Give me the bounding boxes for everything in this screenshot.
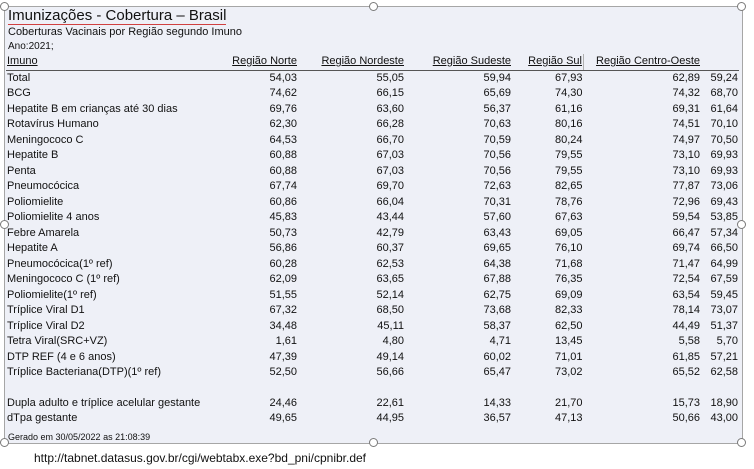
row-value: 74,32 — [672, 87, 700, 99]
row-label: Total — [7, 71, 31, 84]
row-value: 15,73 — [672, 396, 700, 409]
row-value: 57,60 — [483, 211, 511, 223]
row-value: 45,11 — [377, 319, 404, 332]
table-row — [6, 334, 739, 350]
row-value: 43,44 — [376, 211, 404, 223]
row-value: 67,32 — [269, 304, 297, 316]
row-value: 70,50 — [710, 133, 738, 146]
row-value: 67,93 — [554, 71, 583, 84]
row-value: 49,14 — [376, 350, 404, 363]
row-value: 62,89 — [672, 71, 700, 84]
row-value: 67,59 — [710, 273, 738, 285]
row-value: 52,14 — [376, 288, 404, 301]
row-label: Hepatite A — [7, 242, 58, 254]
row-value: 22,61 — [376, 396, 404, 409]
row-label: Poliomielite(1º ref) — [7, 288, 97, 301]
table-row — [6, 288, 739, 304]
resize-handle-bottom-right[interactable] — [737, 438, 746, 447]
row-value: 64,99 — [710, 257, 738, 270]
row-value: 63,60 — [376, 102, 404, 115]
row-value: 61,16 — [554, 102, 583, 115]
row-label: Hepatite B em crianças até 30 dias — [7, 102, 178, 115]
table-row — [6, 148, 739, 164]
row-value: 5,58 — [678, 335, 700, 347]
year-label: Ano:2021; — [8, 41, 54, 52]
row-value: 44,95 — [376, 411, 404, 424]
table-row — [6, 350, 739, 366]
row-value: 69,05 — [554, 226, 583, 239]
row-value: 66,50 — [710, 242, 738, 254]
row-label: Pneumocócica — [7, 180, 80, 192]
row-value: 60,88 — [269, 164, 297, 177]
column-header-sul: Região Sul — [512, 54, 584, 70]
row-value: 57,34 — [710, 226, 738, 239]
row-value: 67,63 — [554, 211, 583, 223]
row-value: 67,88 — [483, 273, 511, 285]
column-header-nordeste: Região Nordeste — [298, 54, 405, 70]
row-value: 60,02 — [483, 350, 511, 363]
table-row — [6, 164, 739, 180]
row-value: 52,50 — [269, 366, 297, 378]
source-url: http://tabnet.datasus.gov.br/cgi/webtabx.exe?bd_pni/cpnibr.def — [34, 451, 367, 465]
row-label: Penta — [7, 164, 36, 177]
row-value: 34,48 — [269, 319, 297, 332]
row-value: 74,62 — [269, 87, 297, 99]
table-header-row — [6, 54, 739, 70]
table-row — [6, 226, 739, 242]
row-value: 59,45 — [710, 288, 738, 301]
row-value: 62,58 — [710, 366, 738, 378]
row-value: 60,88 — [269, 149, 297, 161]
row-value: 13,45 — [554, 335, 583, 347]
table-row — [6, 86, 739, 102]
table-row — [6, 411, 739, 427]
row-value: 4,80 — [382, 335, 404, 347]
row-value: 58,37 — [483, 319, 511, 332]
row-value: 50,66 — [672, 411, 700, 424]
row-value: 55,05 — [376, 71, 404, 84]
table-row — [6, 70, 739, 86]
row-value: 71,68 — [554, 257, 583, 270]
row-value: 51,55 — [269, 288, 297, 301]
resize-handle-top-center[interactable] — [369, 2, 378, 11]
column-header-total — [701, 54, 739, 70]
row-value: 69,09 — [554, 288, 583, 301]
row-value: 72,63 — [483, 180, 511, 192]
column-header-imuno: Imuno — [6, 54, 221, 70]
row-value: 47,13 — [554, 411, 583, 424]
row-label: Febre Amarela — [7, 226, 80, 239]
row-value: 63,54 — [672, 288, 700, 301]
row-value: 59,24 — [710, 71, 738, 84]
row-label: Dupla adulto e tríplice acelular gestante — [7, 396, 201, 409]
row-value: 72,96 — [672, 195, 700, 208]
row-value: 80,16 — [554, 118, 583, 130]
row-value: 74,51 — [672, 118, 700, 130]
row-value: 49,65 — [269, 411, 297, 424]
row-value: 73,07 — [710, 304, 738, 316]
row-value: 82,65 — [554, 180, 583, 192]
row-value: 63,43 — [483, 226, 511, 239]
row-value: 47,39 — [269, 350, 297, 363]
row-value: 43,00 — [710, 411, 738, 424]
row-value: 69,93 — [710, 149, 738, 161]
row-value: 71,47 — [672, 257, 700, 270]
generated-timestamp: Gerado em 30/05/2022 as 21:08:39 — [8, 432, 151, 442]
table-row — [6, 272, 739, 288]
row-value: 56,37 — [483, 102, 511, 115]
row-value: 73,10 — [672, 149, 700, 161]
row-value: 65,47 — [483, 366, 511, 378]
row-value: 64,53 — [269, 133, 297, 146]
resize-handle-bottom-center[interactable] — [369, 438, 378, 447]
row-value: 59,54 — [672, 211, 700, 223]
row-label: Hepatite B — [7, 149, 59, 161]
row-label: Rotavírus Humano — [7, 118, 99, 130]
row-value: 69,93 — [710, 164, 738, 177]
row-label: Poliomielite 4 anos — [7, 211, 100, 223]
row-value: 73,02 — [554, 366, 583, 378]
table-row — [6, 179, 739, 195]
table-row — [6, 303, 739, 319]
row-value: 73,10 — [672, 164, 700, 177]
row-value: 59,94 — [483, 71, 511, 84]
row-value: 5,70 — [716, 335, 738, 347]
row-value: 66,47 — [672, 226, 700, 239]
column-header-norte: Região Norte — [221, 54, 298, 70]
row-value: 80,24 — [554, 133, 583, 146]
row-value: 57,21 — [710, 350, 738, 363]
row-value: 51,37 — [710, 319, 738, 332]
report-title: Imunizações - Cobertura – Brasil — [8, 7, 227, 24]
row-value: 79,55 — [554, 164, 583, 177]
table-row — [6, 241, 739, 257]
table-row — [6, 133, 739, 149]
row-value: 67,03 — [376, 164, 404, 177]
row-label: Meningococo C — [7, 133, 84, 146]
row-value: 67,74 — [269, 180, 297, 192]
row-value: 69,43 — [710, 195, 738, 208]
row-label: dTpa gestante — [7, 411, 78, 424]
table-row — [6, 319, 739, 335]
row-value: 60,28 — [269, 257, 297, 270]
row-value: 36,57 — [483, 411, 511, 424]
row-value: 14,33 — [483, 396, 511, 409]
row-value: 76,10 — [554, 242, 583, 254]
row-value: 74,97 — [672, 133, 700, 146]
coverage-table — [6, 54, 739, 426]
row-value: 62,30 — [269, 118, 297, 130]
row-value: 56,66 — [376, 366, 404, 378]
row-value: 62,53 — [376, 257, 404, 270]
row-value: 76,35 — [554, 273, 583, 285]
row-value: 66,04 — [376, 195, 404, 208]
row-value: 64,38 — [483, 257, 511, 270]
row-value: 68,70 — [710, 87, 738, 99]
row-value: 61,85 — [672, 350, 700, 363]
column-header-centro-oeste: Região Centro-Oeste — [584, 54, 702, 70]
table-row — [6, 365, 739, 381]
row-value: 44,49 — [672, 319, 700, 332]
table-row — [6, 381, 739, 411]
row-value: 69,65 — [483, 242, 511, 254]
table-row — [6, 102, 739, 118]
row-value: 70,56 — [483, 149, 511, 161]
row-value: 78,14 — [672, 304, 700, 316]
row-label: BCG — [7, 87, 31, 99]
row-value: 70,10 — [710, 118, 738, 130]
row-value: 73,06 — [710, 180, 738, 192]
row-label: Pneumocócica(1º ref) — [7, 257, 113, 270]
row-value: 66,15 — [376, 87, 404, 99]
row-value: 72,54 — [672, 273, 700, 285]
row-value: 82,33 — [554, 304, 583, 316]
row-value: 56,86 — [269, 242, 297, 254]
row-value: 42,79 — [376, 226, 404, 239]
row-value: 60,37 — [376, 242, 404, 254]
row-value: 73,68 — [483, 304, 511, 316]
row-value: 69,31 — [672, 102, 700, 115]
row-value: 77,87 — [672, 180, 700, 192]
row-value: 60,86 — [269, 195, 297, 208]
table-row — [6, 195, 739, 211]
row-value: 78,76 — [554, 195, 583, 208]
row-value: 65,69 — [483, 87, 511, 99]
table-row — [6, 210, 739, 226]
row-value: 4,71 — [489, 335, 511, 347]
row-value: 68,50 — [376, 304, 404, 316]
row-value: 63,65 — [376, 273, 404, 285]
row-value: 18,90 — [710, 396, 738, 409]
row-label: Tríplice Viral D2 — [7, 319, 85, 332]
report-subtitle: Coberturas Vacinais por Região segundo Imuno — [8, 26, 242, 38]
row-label: Tetra Viral(SRC+VZ) — [7, 335, 108, 347]
row-value: 24,46 — [269, 396, 297, 409]
row-value: 54,03 — [269, 71, 297, 84]
row-value: 69,70 — [376, 180, 404, 192]
row-label: Tríplice Bacteriana(DTP)(1º ref) — [7, 366, 161, 378]
row-value: 69,76 — [269, 102, 297, 115]
row-value: 70,63 — [483, 118, 511, 130]
table-row — [6, 117, 739, 133]
row-value: 67,03 — [376, 149, 404, 161]
row-value: 66,28 — [376, 118, 404, 130]
row-value: 65,52 — [672, 366, 700, 378]
row-label: Meningococo C (1º ref) — [7, 273, 120, 285]
row-value: 69,74 — [672, 242, 700, 254]
row-label: Tríplice Viral D1 — [7, 304, 85, 316]
row-label: Poliomielite — [7, 195, 64, 208]
row-value: 53,85 — [710, 211, 738, 223]
row-value: 74,30 — [554, 87, 583, 99]
row-label: DTP REF (4 e 6 anos) — [7, 350, 116, 363]
resize-handle-top-right[interactable] — [737, 2, 746, 11]
column-header-sudeste: Região Sudeste — [405, 54, 512, 70]
row-value: 62,09 — [269, 273, 297, 285]
row-value: 79,55 — [554, 149, 583, 161]
row-value: 71,01 — [554, 350, 583, 363]
row-value: 50,73 — [269, 226, 297, 239]
row-value: 66,70 — [376, 133, 404, 146]
table-row — [6, 257, 739, 273]
row-value: 62,75 — [483, 288, 511, 301]
row-value: 1,61 — [275, 335, 297, 347]
row-value: 70,59 — [483, 133, 511, 146]
row-value: 70,56 — [483, 164, 511, 177]
row-value: 61,64 — [710, 102, 738, 115]
row-value: 62,50 — [554, 319, 583, 332]
row-value: 45,83 — [269, 211, 297, 223]
row-value: 70,31 — [483, 195, 511, 208]
row-value: 21,70 — [554, 396, 583, 409]
